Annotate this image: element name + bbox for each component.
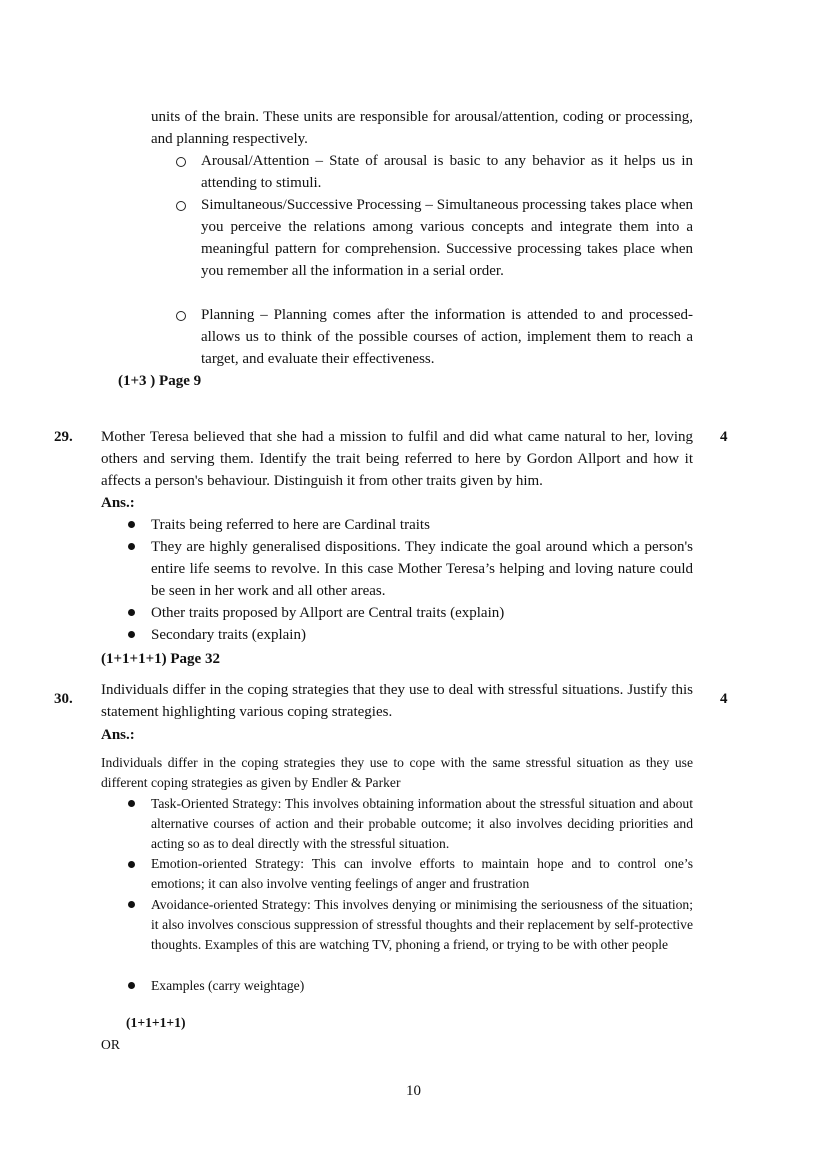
q30-bullet-emotion: Emotion-oriented Strategy: This can involve efforts to maintain hope and to control one’s emotions; it can also involve venting feelings of anger and frustration (151, 856, 693, 891)
q29-answer-label: Ans.: (101, 495, 135, 511)
intro-item-arousal: Arousal/Attention – State of arousal is basic to any behavior as it helps us in attending to stimuli. (201, 153, 693, 191)
bullet-icon (128, 800, 135, 807)
q29-marks: 4 (720, 429, 728, 445)
q30-marks: 4 (720, 691, 728, 707)
q29-number: 29. (54, 429, 73, 445)
intro-paragraph: units of the brain. These units are responsible for arousal/attention, coding or processing, and planning respectively. (151, 109, 693, 147)
q30-question: Individuals differ in the coping strategies that they use to deal with stressful situations. Justify this statement highlighting various coping strategies. (101, 682, 693, 720)
q29-bullet-2: They are highly generalised dispositions. They indicate the goal around which a person's entire life seems to revolve. In this case Mother Teresa’s helping and loving nature could be seen in her work and all other areas. (151, 539, 693, 599)
bullet-icon (128, 861, 135, 868)
q29-bullet-4: Secondary traits (explain) (151, 627, 306, 643)
q30-bullet-task: Task-Oriented Strategy: This involves obtaining information about the stressful situation and about alternative courses of action and their probable outcome; it also involves deciding priorities and acting so as to deal directly with the stressful situation. (151, 796, 693, 851)
q30-marks-reference: (1+1+1+1) (126, 1015, 186, 1030)
q30-number: 30. (54, 691, 73, 707)
or-label: OR (101, 1037, 120, 1052)
page-number: 10 (406, 1083, 421, 1099)
bullet-icon (128, 901, 135, 908)
intro-marks-reference: (1+3 ) Page 9 (118, 373, 202, 389)
circle-bullet-icon (176, 157, 186, 167)
bullet-icon (128, 609, 135, 616)
q29-marks-reference: (1+1+1+1) Page 32 (101, 651, 220, 667)
q30-answer-label: Ans.: (101, 727, 135, 743)
q29-bullet-3: Other traits proposed by Allport are Central traits (explain) (151, 605, 505, 621)
q29-question: Mother Teresa believed that she had a mission to fulfil and did what came natural to her, loving others and serving them. Identify the trait being referred to here by Gordon Allport and how it affects a person's behaviour. Distinguish it from other traits given by him. (101, 429, 693, 489)
bullet-icon (128, 631, 135, 638)
intro-item-planning: Planning – Planning comes after the information is attended to and processed- allows us to think of the possible courses of action, implement them to reach a target, and evaluate their effectiveness. (201, 307, 693, 367)
bullet-icon (128, 543, 135, 550)
intro-item-processing: Simultaneous/Successive Processing – Simultaneous processing takes place when you perceive the relations among various concepts and integrate them into a meaningful pattern for comprehension. Successive processing takes place when you remember all the information in a serial order. (201, 197, 693, 279)
circle-bullet-icon (176, 201, 186, 211)
q30-bullet-examples: Examples (carry weightage) (151, 978, 305, 993)
q30-answer-intro: Individuals differ in the coping strategies they use to cope with the same stressful situation as they use different coping strategies as given by Endler & Parker (101, 755, 693, 790)
bullet-icon (128, 982, 135, 989)
q30-bullet-avoidance: Avoidance-oriented Strategy: This involves denying or minimising the seriousness of the situation; it also involves conscious suppression of stressful thoughts and their replacement by self-protective thoughts. Examples of this are watching TV, phoning a friend, or trying to be with other people (151, 897, 693, 952)
bullet-icon (128, 521, 135, 528)
circle-bullet-icon (176, 311, 186, 321)
q29-bullet-1: Traits being referred to here are Cardinal traits (151, 517, 430, 533)
